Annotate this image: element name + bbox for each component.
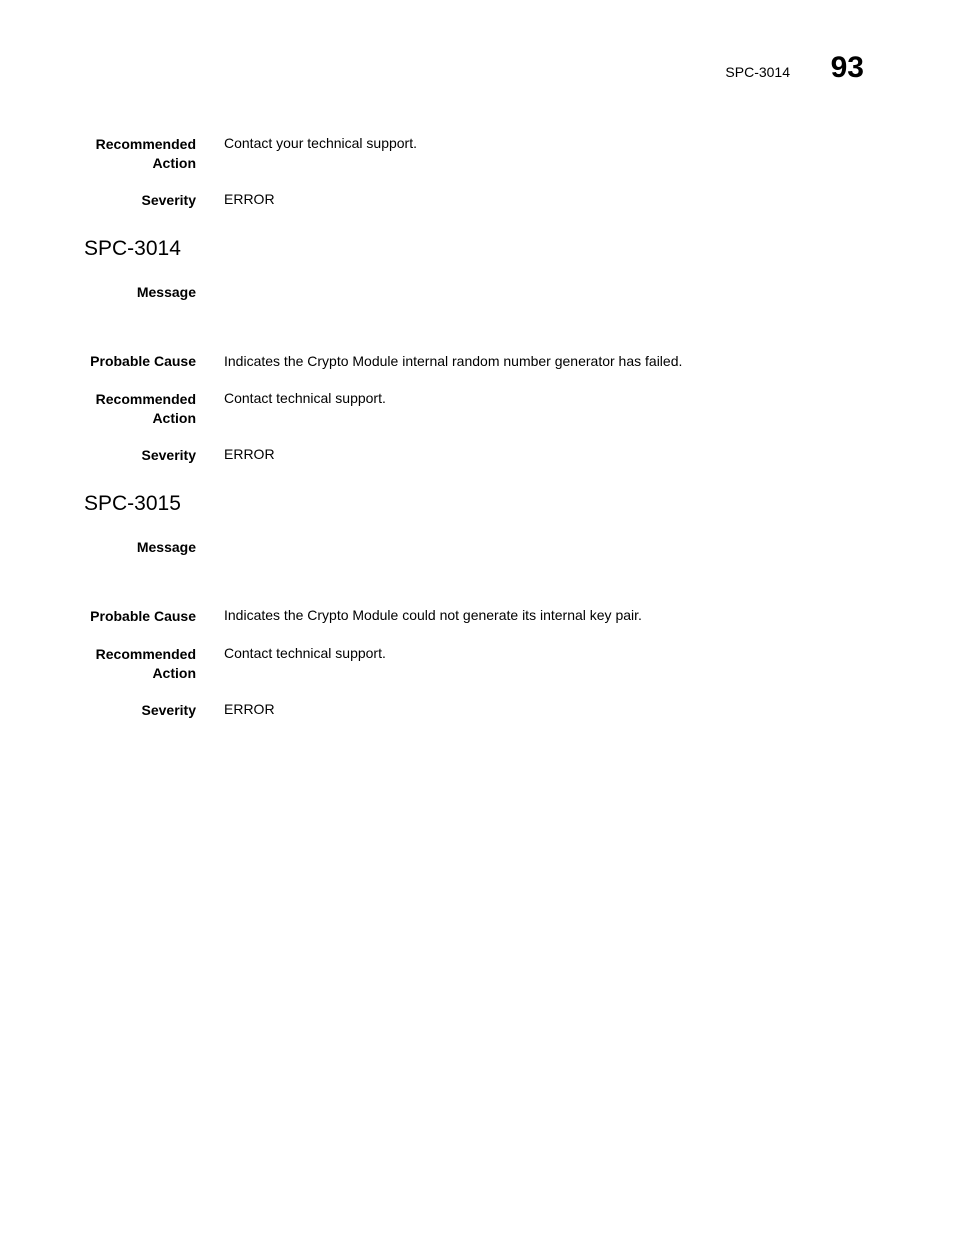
probable-cause-value: Indicates the Crypto Module could not generate its internal key pair.	[224, 607, 642, 623]
entry-title: SPC-3015	[84, 492, 181, 515]
probable-cause-label: Probable Cause	[90, 608, 196, 624]
probable-cause-value: Indicates the Crypto Module internal random number generator has failed.	[224, 353, 683, 369]
severity-label: Severity	[141, 192, 196, 208]
section-id: SPC-3014	[725, 64, 790, 80]
severity-label: Severity	[141, 447, 196, 463]
probable-cause-label: Probable Cause	[90, 353, 196, 369]
recommended-action-label: Recommended Action	[95, 391, 196, 426]
severity-value: ERROR	[224, 191, 275, 207]
recommended-action-label: Recommended Action	[95, 646, 196, 681]
recommended-action-value: Contact your technical support.	[224, 135, 417, 151]
recommended-action-label: Recommended Action	[95, 136, 196, 171]
entry-title: SPC-3014	[84, 237, 181, 260]
message-label: Message	[136, 284, 196, 300]
severity-value: ERROR	[224, 446, 275, 462]
message-label: Message	[136, 539, 196, 555]
recommended-action-value: Contact technical support.	[224, 645, 386, 661]
chapter-number: 93	[830, 51, 864, 84]
recommended-action-value: Contact technical support.	[224, 390, 386, 406]
severity-value: ERROR	[224, 701, 275, 717]
severity-label: Severity	[141, 702, 196, 718]
